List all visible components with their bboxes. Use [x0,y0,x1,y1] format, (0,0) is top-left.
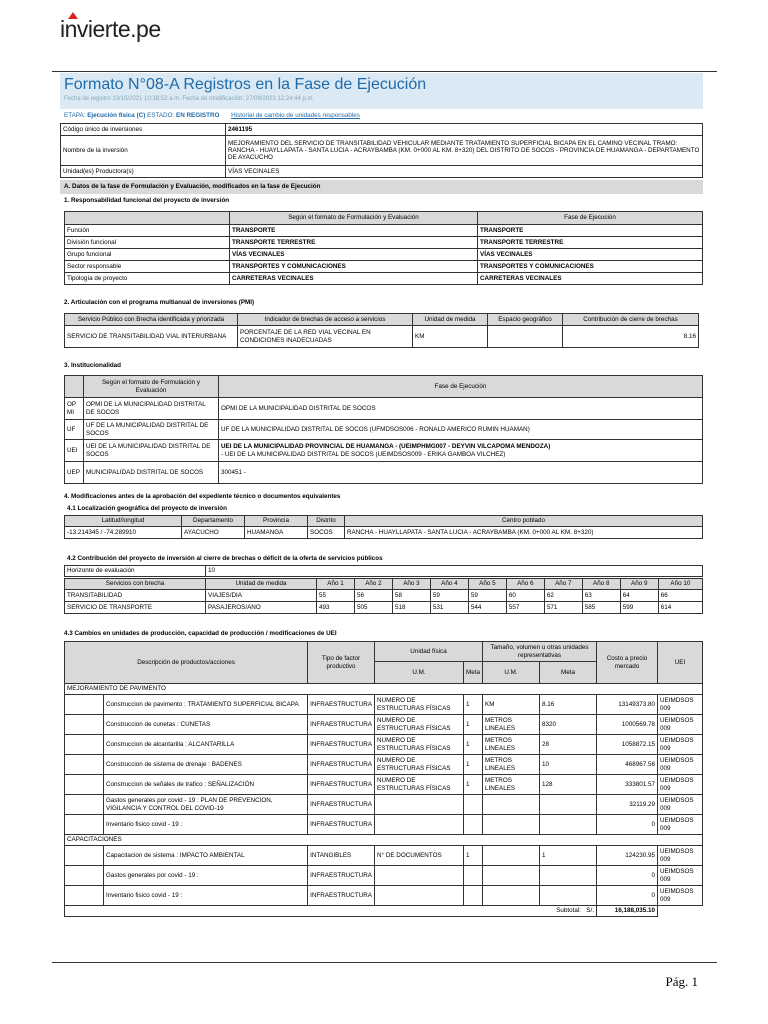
registro-dates: Fecha de registro 13/10/2021 10:38:52 a.m. Fecha de modificación: 27/09/2023 12:24:44 p.m. [64,96,315,102]
produccion-table: Descripción de productos/acciones Tipo de factor productivo Unidad física Tamaño, volumen u otras unidades representativas Costo a precio mercado UEI U.M. Meta U.M. Meta MEJORAMIENTO DE PAVIMENTO Construccion de pavimento : TRATAMIENTO SUPERFICIAL BICAPA INFRAESTRUCTURA NUMERO DE ESTRUCTURAS FÍSICAS 1 KM 8.16 13149373.80 UEIMDSOS 009 Construccion de cunetas : CUNETAS INFRAESTRUCTURA NUMERO DE ESTRUCTURAS FÍSICAS 1 METROS LINEALES 8320 1000569.78 UEIMDSOS 009 Construccion de alcantarilla : ALCANTARILLA INFRAESTRUCTURA NUMERO DE ESTRUCTURAS FÍSICAS 1 METROS LINEALES 28 1058872.15 UEIMDSOS 009 Construccion de sistema de drenaje : BADENES INFRAESTRUCTURA NUMERO DE ESTRUCTURAS FÍSICAS 1 METROS LINEALES 10 468967.56 UEIMDSOS 009 Construccion de señales de trafico : SEÑALIZACIÓN INFRAESTRUCTURA NUMERO DE ESTRUCTURAS FÍSICAS 1 METROS LINEALES 128 333801.57 UEIMDSOS 009 Gastos generales por covid - 19 : PLAN DE PREVENCION, VIGILANCIA Y CONTROL DEL COVID-19 INFRAESTRUCTURA 32119.29 UEIMDSOS 009 Inventario fisico covid - 19 : INFRAESTRUCTURA 0 UEIMDSOS 009 CAPACITACIONES Capacitacion de sistema : IMPACTO AMBIENTAL INTANGIBLES N° DE DOCUMENTOS 1 1 124230.95 UEIMDSOS 009 Gastos generales por covid - 19 : INFRAESTRUCTURA 0 UEIMDSOS 009 Inventario fisico covid - 19 : INFRAESTRUCTURA 0 UEIMDSOS 009 Subtotal: S/. 16,188,035.10 [64,641,703,917]
invierte-logo: invierte.pe [60,16,161,43]
section-a-header: A. Datos de la fase de Formulación y Evaluación, modificados en la fase de Ejecución [60,180,703,194]
brechas-table: Horizonte de evaluación 10 [64,565,703,577]
responsabilidad-table: Según el formato de Formulación y Evaluación Fase de Ejecución Función TRANSPORTE TRANSPORTE División funcional TRANSPORTE TERRESTRE TRANSPORTE TERRESTRE Grupo funcional VÍAS VECINALES VÍAS VECINALES Sector responsable TRANSPORTES Y COMUNICACIONES TRANSPORTES Y COMUNICACIONES Tipología de proyecto CARRETERAS VECINALES CARRETERAS VECINALES [64,211,703,285]
brecha-row: TRANSITABILIDAD VIAJES/DIA 55 56 58 59 59 60 62 63 64 66 [65,590,703,602]
historial-link[interactable]: Historial de cambio de unidades responsables [231,112,360,119]
product-row: Capacitacion de sistema : IMPACTO AMBIENTAL INTANGIBLES N° DE DOCUMENTOS 1 1 124230.95 UEIMDSOS 009 [65,846,703,866]
subtotal-value: 16,188,035.10 [597,906,658,917]
section-4-title: 4. Modificaciones antes de la aprobación del expediente técnico o documentos equivalentes [64,493,341,500]
section-4-1-title: 4.1 Localización geográfica del proyecto de inversión [67,505,227,512]
estado-value: EN REGISTRO [176,112,220,119]
section-4-3-title: 4.3 Cambios en unidades de producción, capacidad de producción / modificaciones de UEI [64,630,337,637]
product-row: Gastos generales por covid - 19 : INFRAESTRUCTURA 0 UEIMDSOS 009 [65,866,703,886]
section-3-title: 3. Institucionalidad [64,362,122,369]
brechas-years-table: Servicios con brecha Unidad de medida Año 1 Año 2 Año 3 Año 4 Año 5 Año 6 Año 7 Año 8 Año 9 Año 10 TRANSITABILIDAD VIAJES/DIA 55 56 58 59 59 60 62 63 64 66 SERVICIO DE TRANSPORTE PASAJEROS/ANO 493 505 518 531 544 557 571 585 599 614 [64,578,703,614]
product-row: Construccion de alcantarilla : ALCANTARILLA INFRAESTRUCTURA NUMERO DE ESTRUCTURAS FÍSICAS 1 METROS LINEALES 28 1058872.15 UEIMDSOS 009 [65,735,703,755]
section-2-title: 2. Articulación con el programa multianual de inversiones (PMI) [64,299,255,306]
etapa-line: ETAPA: Ejecución física (C) ESTADO: EN REGISTRO Historial de cambio de unidades responsables [64,112,360,119]
product-row: Construccion de pavimento : TRATAMIENTO SUPERFICIAL BICAPA INFRAESTRUCTURA NUMERO DE ESTRUCTURAS FÍSICAS 1 KM 8.16 13149373.80 UEIMDSOS 009 [65,695,703,715]
etapa-value: Ejecución física (C) [87,112,146,119]
subtotal-currency: S/. [586,907,594,915]
top-rule [52,71,717,72]
general-info-table: Código único de inversiones 2461195 Nombre de la inversión MEJORAMIENTO DEL SERVICIO DE TRANSITABILIDAD VEHICULAR MEDIANTE TRATAMIENTO SUPERFICIAL BICAPA EN EL CAMINO VECINAL TRAMO: RANCHA - HUAYLLAPATA - SANTA LUCIA - ACRAYBAMBA (KM. 0+000 AL KM. 8+320) DEL DISTRITO DE SOCOS - PROVINCIA DE HUAMANGA - DEPARTAMENTO DE AYACUCHO Unidad(es) Productora(s) VÍAS VECINALES [60,123,703,178]
product-row: Inventario fisico covid - 19 : INFRAESTRUCTURA 0 UEIMDSOS 009 [65,815,703,835]
section-4-2-title: 4.2 Contribución del proyecto de inversión al cierre de brechas o déficit de la oferta de servicios públicos [67,555,383,562]
page-title: Formato N°08-A Registros en la Fase de Ejecución [64,76,427,93]
page-number: Pág. 1 [665,974,698,989]
localizacion-table: Latitud/longitud Departamento Provincia Distrito Centro poblado -13.214345 / -74.289910 AYACUCHO HUAMANGA SOCOS RANCHA - HUAYLLAPATA - SANTA LUCIA - ACRAYBAMBA (KM. 0+000 AL KM. 8+320) [64,515,703,539]
pmi-table: Servicio Público con Brecha identificada y priorizada Indicador de brechas de acceso a servicios Unidad de medida Espacio geográfico Contribución de cierre de brechas SERVICIO DE TRANSITABILIDAD VIAL INTERURBANA PORCENTAJE DE LA RED VIAL VECINAL EN CONDICIONES INADECUADAS KM 8.16 [64,313,699,348]
group-label: MEJORAMIENTO DE PAVIMENTO [65,684,703,695]
product-row: Construccion de señales de trafico : SEÑALIZACIÓN INFRAESTRUCTURA NUMERO DE ESTRUCTURAS FÍSICAS 1 METROS LINEALES 128 333801.57 UEIMDSOS 009 [65,775,703,795]
subtotal-label: Subtotal: [556,907,582,915]
product-row: Gastos generales por covid - 19 : PLAN DE PREVENCION, VIGILANCIA Y CONTROL DEL COVID-19 INFRAESTRUCTURA 32119.29 UEIMDSOS 009 [65,795,703,815]
brecha-row: SERVICIO DE TRANSPORTE PASAJEROS/ANO 493 505 518 531 544 557 571 585 599 614 [65,602,703,614]
product-row: Inventario fisico covid - 19 : INFRAESTRUCTURA 0 UEIMDSOS 009 [65,886,703,906]
logo-arrow-icon [68,12,78,19]
bottom-rule [52,962,717,963]
product-row: Construccion de cunetas : CUNETAS INFRAESTRUCTURA NUMERO DE ESTRUCTURAS FÍSICAS 1 METROS LINEALES 8320 1000569.78 UEIMDSOS 009 [65,715,703,735]
group-label: CAPACITACIONES [65,835,703,846]
institucionalidad-table: Según el formato de Formulación y Evaluación Fase de Ejecución OPMI OPMI DE LA MUNICIPALIDAD DISTRITAL DE SOCOS OPMI DE LA MUNICIPALIDAD DISTRITAL DE SOCOS UF UF DE LA MUNICIPALIDAD DISTRITAL DE SOCOS UF DE LA MUNICIPALIDAD DISTRITAL DE SOCOS (UFMDSOS006 - RONALD AMERICO RUMIN HUAMAN) UEI UEI DE LA MUNICIPALIDAD DISTRITAL DE SOCOS UEI DE LA MUNICIPALIDAD PROVINCIAL DE HUAMANGA - (UEIMPHMG007 - DEYVIN VILCAPOMA MENDOZA) - UEI DE LA MUNICIPALIDAD DISTRITAL DE SOCOS (UEIMDSOS009 - ERIKA GAMBOA VILCHEZ) UEP MUNICIPALIDAD DISTRITAL DE SOCOS 300451 - [64,375,703,484]
product-row: Construccion de sistema de drenaje : BADENES INFRAESTRUCTURA NUMERO DE ESTRUCTURAS FÍSICAS 1 METROS LINEALES 10 468967.56 UEIMDSOS 009 [65,755,703,775]
section-1-title: 1. Responsabilidad funcional del proyecto de inversión [64,197,230,204]
